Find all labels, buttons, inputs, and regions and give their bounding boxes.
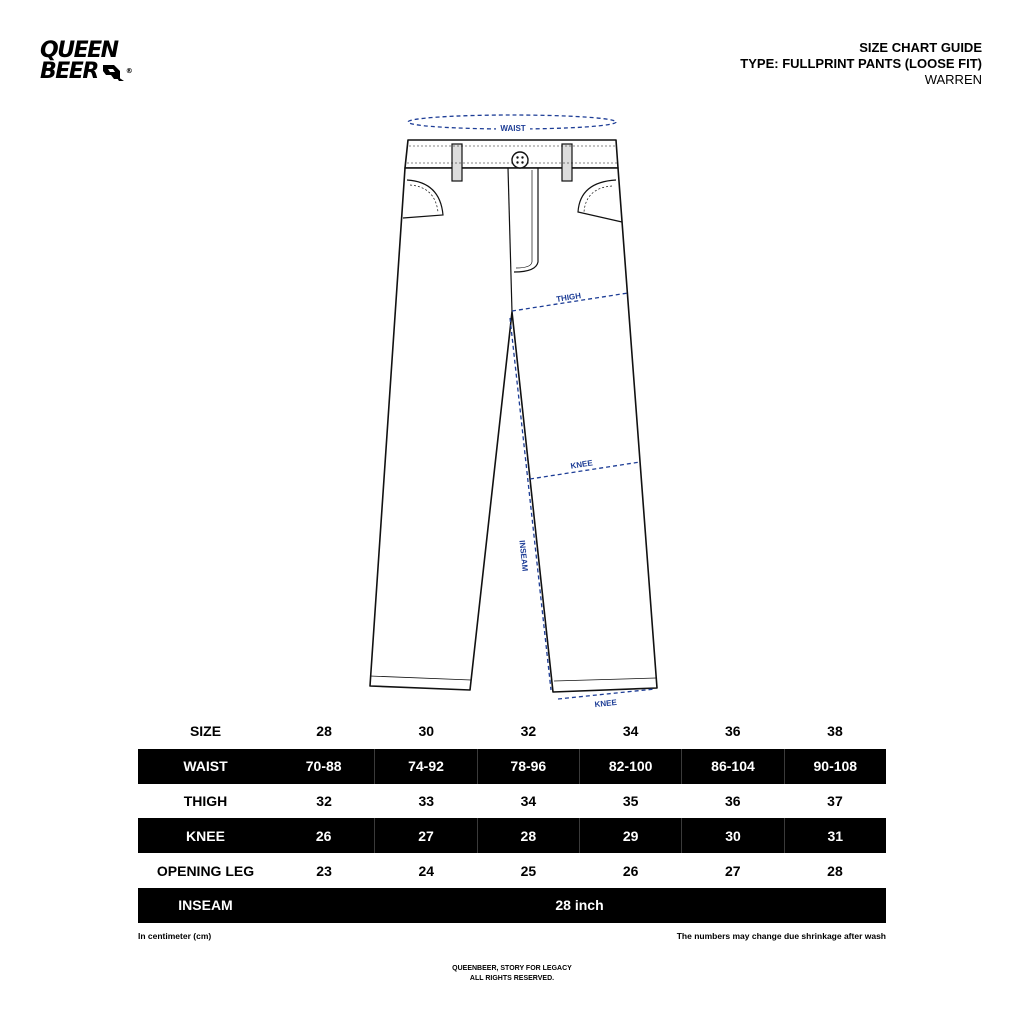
chart-model: WARREN [924, 72, 982, 87]
size-28: 28 [316, 723, 332, 740]
table-row-thigh [138, 784, 886, 819]
credit-line-2: ALL RIGHTS RESERVED. [469, 975, 555, 982]
size-header: SIZE [189, 723, 222, 740]
size-36: 36 [724, 723, 741, 740]
table-cell: 23 [316, 862, 332, 879]
row-label: OPENING LEG [156, 862, 255, 879]
size-table [138, 714, 886, 923]
table-cell: 33 [418, 792, 435, 809]
table-cell: 26 [622, 862, 639, 879]
table-cell: 36 [724, 792, 741, 809]
table-row-waist [138, 749, 886, 784]
table-row-opening-leg [138, 853, 886, 888]
button-icon [512, 152, 528, 168]
table-cell: 34 [520, 792, 537, 809]
table-cell: 28 [827, 862, 843, 879]
size-30: 30 [418, 723, 435, 740]
table-cell: 31 [784, 818, 886, 853]
chart-title: SIZE CHART GUIDE [859, 40, 982, 55]
table-cell: 78-96 [477, 749, 579, 784]
shrinkage-note: The numbers may change due shrinkage after wash [676, 931, 886, 941]
waistband [405, 140, 618, 168]
row-label: INSEAM [178, 897, 233, 914]
credit-line-1: QUEENBEER, STORY FOR LEGACY [452, 965, 572, 972]
belt-loop-right [562, 144, 572, 181]
table-cell: 24 [418, 862, 435, 879]
pants-body [370, 168, 657, 692]
inseam-label: INSEAM [517, 539, 530, 572]
table-cell: 35 [622, 792, 639, 809]
pants-illustration [350, 110, 670, 715]
knee-label: KNEE [569, 458, 594, 471]
registered-mark: ® [125, 67, 133, 75]
table-cell: 25 [520, 862, 537, 879]
size-32: 32 [520, 723, 537, 740]
table-row-inseam [138, 888, 886, 923]
opening-label: KNEE [594, 697, 618, 710]
waist-label: WAIST [500, 124, 526, 133]
chart-header [740, 40, 982, 88]
table-cell: 90-108 [784, 749, 886, 784]
table-cell: 82-100 [579, 749, 681, 784]
table-header-row [138, 714, 886, 749]
row-label: THIGH [183, 792, 228, 809]
unit-note: In centimeter (cm) [138, 931, 212, 941]
brand-logo-line1: QUEEN [40, 38, 118, 63]
inseam-value: 28 inch [555, 897, 604, 914]
table-cell: 28 [477, 818, 579, 853]
table-cell: 29 [579, 818, 681, 853]
table-cell: 27 [374, 818, 476, 853]
pants-diagram [350, 110, 670, 715]
chart-type: TYPE: FULLPRINT PANTS (LOOSE FIT) [740, 56, 982, 71]
size-34: 34 [622, 723, 639, 740]
table-cell: 70-88 [305, 758, 342, 775]
table-cell: 27 [724, 862, 741, 879]
row-label: KNEE [186, 827, 225, 844]
credits [0, 964, 1024, 984]
belt-loop-left [452, 144, 462, 181]
size-38: 38 [827, 723, 843, 740]
table-cell: 74-92 [374, 749, 476, 784]
brand-logo [40, 40, 155, 90]
table-cell: 37 [827, 792, 843, 809]
table-cell: 30 [681, 818, 783, 853]
table-cell: 86-104 [681, 749, 783, 784]
table-row-knee [138, 818, 886, 853]
thigh-label: THIGH [555, 291, 582, 304]
table-cell: 26 [315, 827, 332, 844]
row-label: WAIST [183, 758, 228, 775]
bee-logo-icon [100, 62, 126, 82]
brand-logo-line2 [40, 61, 155, 82]
table-cell: 32 [316, 792, 332, 809]
brand-logo-word: BEER [40, 59, 98, 84]
